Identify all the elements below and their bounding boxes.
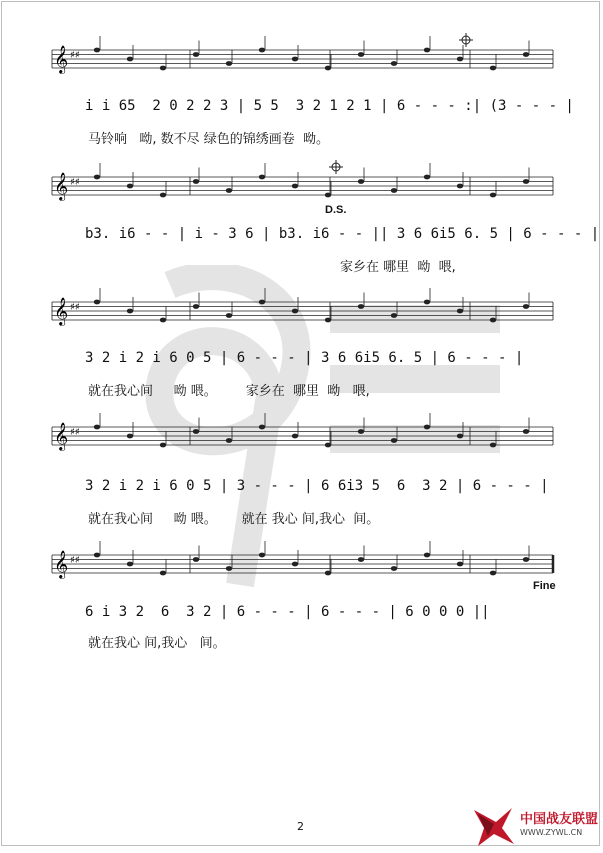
note-head: [358, 304, 364, 309]
staff-system: [52, 413, 553, 451]
note-head: [490, 66, 496, 71]
jianpu-text: i i 65 2 0 2 2 3 | 5 5 3 2 1 2 1 | 6 - - - :| (3 - - - |: [85, 98, 574, 114]
note-head: [391, 61, 397, 66]
note-head: [226, 313, 232, 318]
key-signature: ♯♯: [70, 302, 80, 313]
lyric-line-2: 家乡在 哪里 呦 喂,: [340, 260, 456, 275]
note-head: [490, 318, 496, 323]
note-head: [391, 438, 397, 443]
ds-marking: D.S.: [325, 204, 347, 216]
note-head: [259, 175, 265, 180]
note-head: [391, 188, 397, 193]
treble-clef-icon: 𝄞: [54, 550, 69, 578]
note-head: [490, 443, 496, 448]
staff-system: [52, 541, 553, 579]
note-head: [523, 179, 529, 184]
note-head: [490, 571, 496, 576]
jianpu-text: 3 2 i 2 i 6 0 5 | 3 - - - | 6 6i3 5 6 3 2 | 6 - - - |: [85, 478, 549, 494]
lyric-line-5: 就在我心 间,我心 间。: [88, 636, 226, 651]
note-head: [94, 48, 100, 53]
logo-url: WWW.ZYWL.CN: [520, 828, 583, 837]
note-head: [226, 438, 232, 443]
page-number: 2: [297, 820, 304, 833]
logo-text: 中国战友联盟: [520, 812, 599, 827]
note-head: [424, 425, 430, 430]
note-head: [457, 434, 463, 439]
note-head: [457, 562, 463, 567]
staff-system: [52, 288, 553, 326]
note-head: [226, 188, 232, 193]
note-head: [193, 429, 199, 434]
note-head: [457, 184, 463, 189]
note-head: [292, 562, 298, 567]
note-head: [160, 193, 166, 198]
note-head: [424, 553, 430, 558]
note-head: [490, 193, 496, 198]
note-head: [292, 434, 298, 439]
lyric-line-3: 就在我心间 呦 喂。 家乡在 哪里 呦 喂,: [88, 384, 370, 399]
note-head: [457, 309, 463, 314]
note-head: [127, 562, 133, 567]
staff-system: [52, 163, 553, 201]
jianpu-line-5: [85, 604, 555, 628]
lyric-line-1: 马铃响 呦, 数不尽 绿色的锦绣画卷 呦。: [88, 132, 330, 147]
note-head: [358, 179, 364, 184]
note-head: [127, 184, 133, 189]
note-head: [94, 300, 100, 305]
key-signature: ♯♯: [70, 177, 80, 188]
note-head: [94, 425, 100, 430]
note-head: [193, 179, 199, 184]
note-head: [358, 429, 364, 434]
note-head: [259, 425, 265, 430]
note-head: [226, 61, 232, 66]
jianpu-line-1: [85, 98, 574, 122]
site-logo: [468, 800, 603, 849]
note-head: [127, 309, 133, 314]
note-head: [292, 309, 298, 314]
note-head: [424, 48, 430, 53]
jianpu-line-4: [85, 478, 555, 502]
note-head: [523, 304, 529, 309]
note-head: [94, 553, 100, 558]
note-head: [325, 571, 331, 576]
note-head: [160, 571, 166, 576]
treble-clef-icon: 𝄞: [54, 297, 69, 325]
jianpu-text: b3. i6 - - | i - 3 6 | b3. i6 - - || 3 6 6i5 6. 5 | 6 - - - |: [85, 226, 600, 242]
note-head: [259, 553, 265, 558]
note-head: [523, 557, 529, 562]
jianpu-text: 3 2 i 2 i 6 0 5 | 6 - - - | 3 6 6i5 6. 5 | 6 - - - |: [85, 350, 524, 366]
note-head: [358, 557, 364, 562]
note-head: [292, 184, 298, 189]
treble-clef-icon: 𝄞: [54, 172, 69, 200]
note-head: [292, 57, 298, 62]
note-head: [424, 300, 430, 305]
note-head: [226, 566, 232, 571]
lyric-line-4: 就在我心间 呦 喂。 就在 我心 间,我心 间。: [88, 512, 380, 527]
note-head: [358, 52, 364, 57]
note-head: [127, 434, 133, 439]
key-signature: ♯♯: [70, 427, 80, 438]
note-head: [193, 52, 199, 57]
note-head: [523, 429, 529, 434]
note-head: [325, 66, 331, 71]
note-head: [94, 175, 100, 180]
coda-icon: [329, 160, 343, 174]
note-head: [160, 443, 166, 448]
note-head: [391, 313, 397, 318]
note-head: [457, 57, 463, 62]
note-head: [391, 566, 397, 571]
fine-marking: Fine: [533, 580, 556, 592]
note-head: [160, 66, 166, 71]
key-signature: ♯♯: [70, 555, 80, 566]
note-head: [127, 57, 133, 62]
jianpu-text: 6 i 3 2 6 3 2 | 6 - - - | 6 - - - | 6 0 0 0 ||: [85, 604, 490, 620]
key-signature: ♯♯: [70, 50, 80, 61]
note-head: [259, 300, 265, 305]
note-head: [193, 304, 199, 309]
note-head: [424, 175, 430, 180]
treble-clef-icon: 𝄞: [54, 45, 69, 73]
note-head: [259, 48, 265, 53]
note-head: [193, 557, 199, 562]
note-head: [325, 193, 331, 198]
note-head: [325, 443, 331, 448]
note-head: [325, 318, 331, 323]
treble-clef-icon: 𝄞: [54, 422, 69, 450]
coda-icon: [459, 33, 473, 47]
staff-system: [52, 36, 553, 74]
jianpu-line-2: [85, 226, 600, 250]
star-logo-icon: [468, 800, 518, 849]
jianpu-line-3: [85, 350, 555, 374]
note-head: [523, 52, 529, 57]
note-head: [160, 318, 166, 323]
